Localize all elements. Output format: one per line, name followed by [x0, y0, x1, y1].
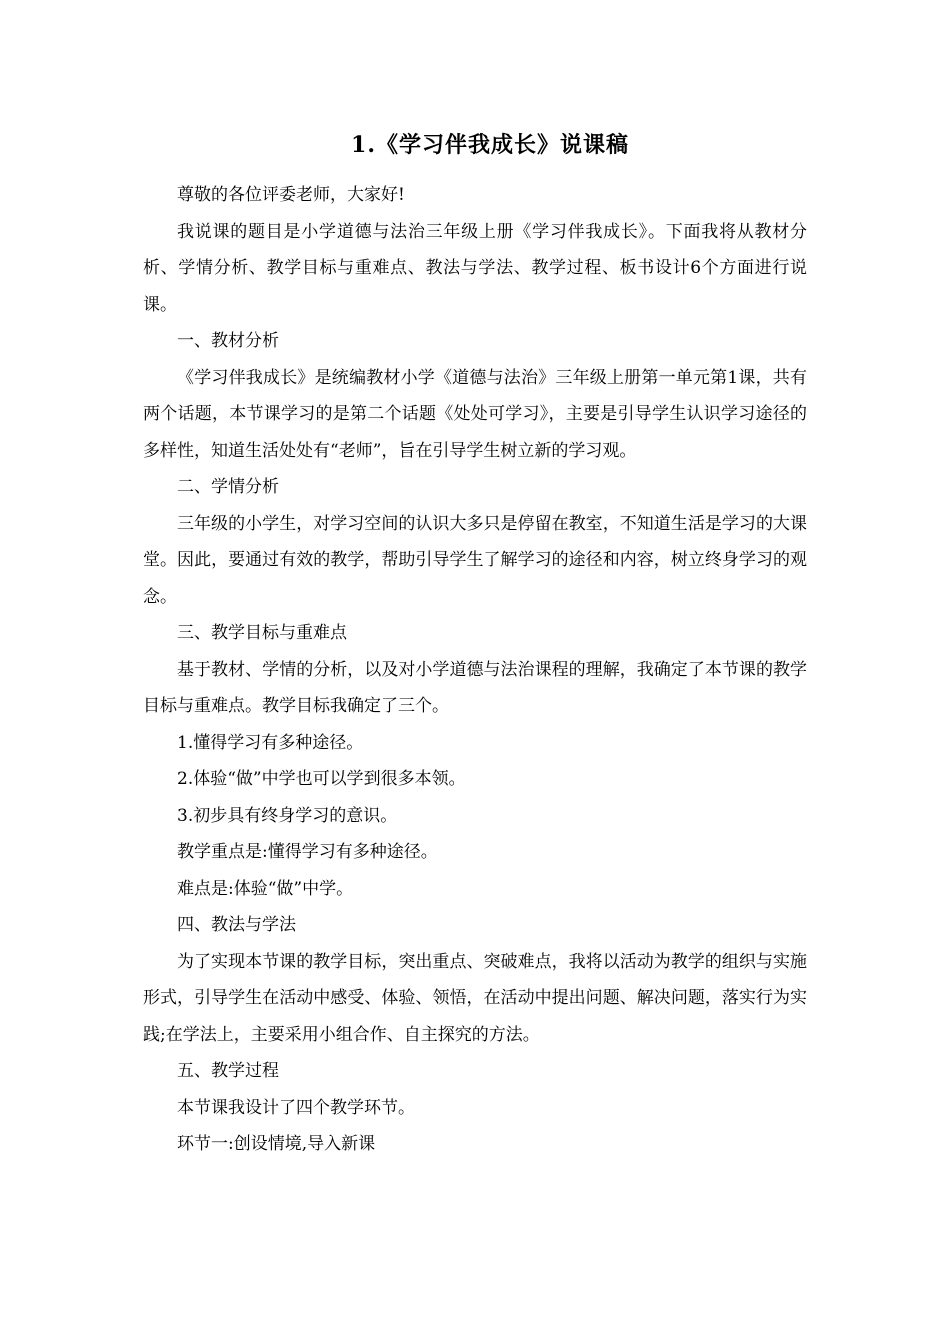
goal-item-3: 3.初步具有终身学习的意识。 — [177, 805, 398, 826]
teaching-process-paragraph: 本节课我设计了四个教学环节。 — [177, 1097, 415, 1118]
key-point-paragraph: 教学重点是:懂得学习有多种途径。 — [177, 842, 438, 862]
teaching-goals-paragraph: 基于教材、学情的分析，以及对小学道德与法治课程的理解，我确定了本节课的教学目标与重难点。教学目标我确定了三个。 — [143, 659, 807, 716]
document-page — [143, 125, 807, 1163]
goal-item-1: 1.懂得学习有多种途径。 — [177, 732, 364, 753]
methods-paragraph: 为了实现本节课的教学目标，突出重点、突破难点，我将以活动为教学的组织与实施形式，引导学生在活动中感受、体验、领悟，在活动中提出问题、解决问题，落实行为实践;在学法上，主要采用小组合作、自主探究的方法。 — [143, 951, 807, 1045]
student-analysis-paragraph: 三年级的小学生，对学习空间的认识大多只是停留在教室，不知道生活是学习的大课堂。因此，要通过有效的教学，帮助引导学生了解学习的途径和内容，树立终身学习的观念。 — [143, 513, 807, 607]
section-heading-student-analysis: 二、学情分析 — [177, 477, 279, 497]
greeting-paragraph: 尊敬的各位评委老师，大家好! — [177, 185, 405, 205]
document-title: 1.《学习伴我成长》说课稿 — [351, 132, 629, 158]
section-heading-methods: 四、教法与学法 — [177, 915, 296, 935]
textbook-analysis-paragraph: 《学习伴我成长》是统编教材小学《道德与法治》三年级上册第一单元第1课，共有两个话题，本节课学习的是第二个话题《处处可学习》，主要是引导学生认识学习途径的多样性，知道生活处处有“老师”，旨在引导学生树立新的学习观。 — [143, 367, 807, 461]
section-heading-textbook-analysis: 一、教材分析 — [177, 331, 279, 351]
goal-item-2: 2.体验“做”中学也可以学到很多本领。 — [177, 769, 466, 789]
section-heading-teaching-process: 五、教学过程 — [177, 1061, 279, 1081]
intro-paragraph: 我说课的题目是小学道德与法治三年级上册《学习伴我成长》。下面我将从教材分析、学情分析、教学目标与重难点、教法与学法、教学过程、板书设计6个方面进行说课。 — [143, 221, 807, 315]
section-heading-teaching-goals: 三、教学目标与重难点 — [177, 623, 347, 643]
process-step-1: 环节一:创设情境,导入新课 — [177, 1134, 376, 1154]
difficulty-paragraph: 难点是:体验“做”中学。 — [177, 878, 354, 899]
